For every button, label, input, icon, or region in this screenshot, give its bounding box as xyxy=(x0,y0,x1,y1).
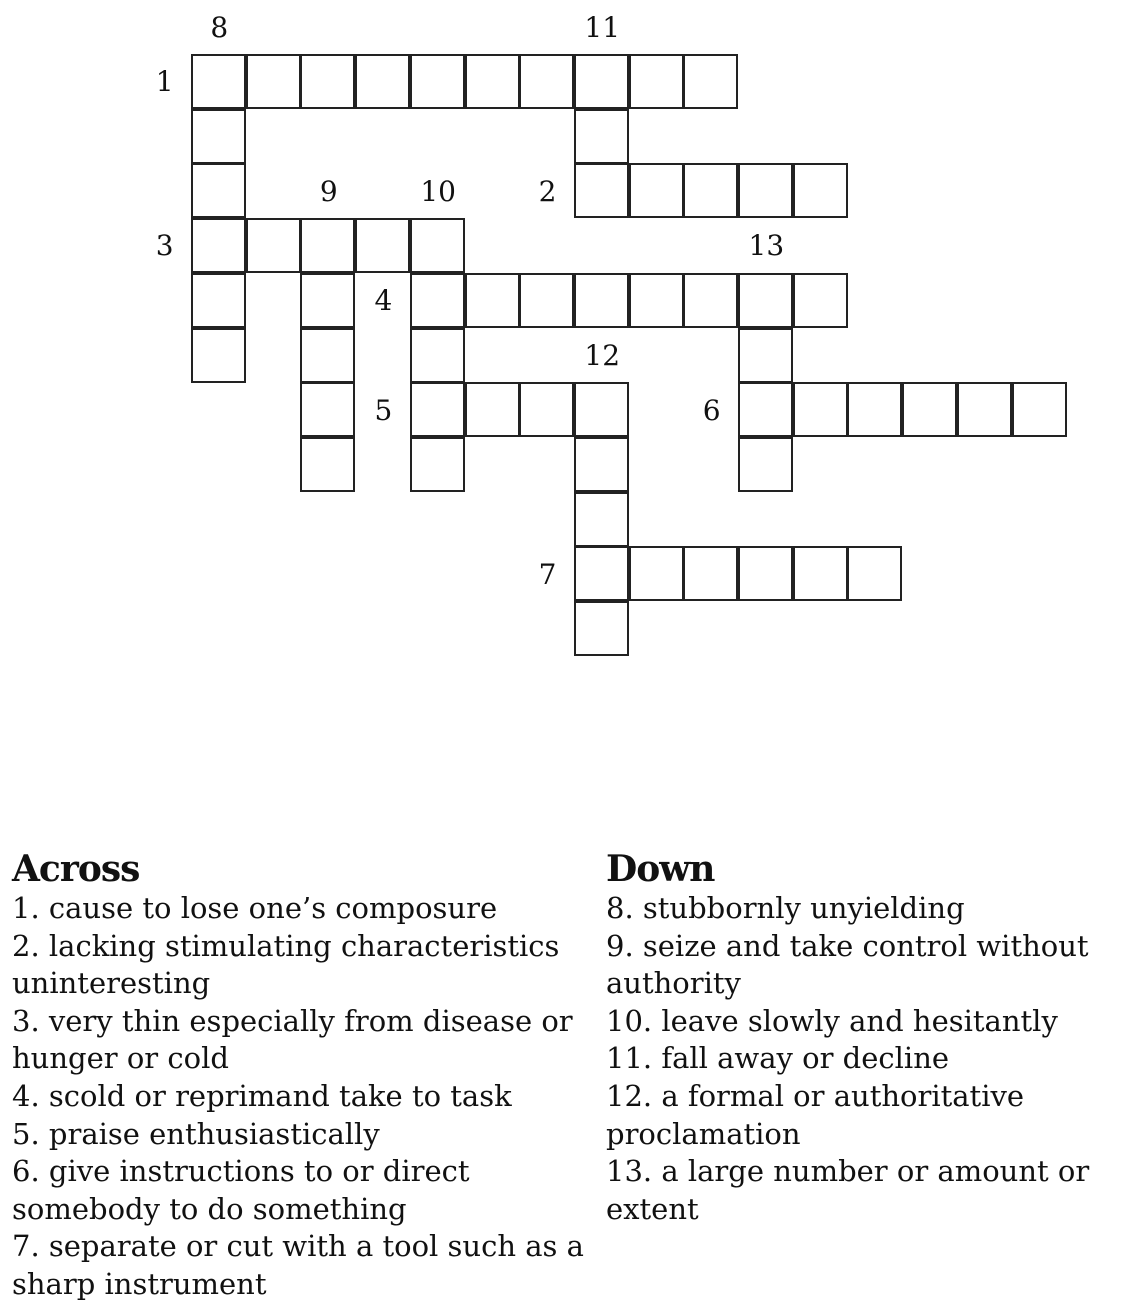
grid-cell[interactable] xyxy=(355,54,410,109)
down-clues xyxy=(606,848,1126,1228)
grid-cell[interactable] xyxy=(629,546,684,601)
grid-cell[interactable] xyxy=(629,273,684,328)
clue-number: 3 xyxy=(155,229,174,263)
grid-cell[interactable] xyxy=(191,109,246,164)
grid-cell[interactable] xyxy=(300,437,355,492)
grid-cell[interactable] xyxy=(574,546,629,601)
grid-cell[interactable] xyxy=(191,54,246,109)
grid-cell[interactable] xyxy=(191,328,246,383)
grid-cell[interactable] xyxy=(574,437,629,492)
grid-cell[interactable] xyxy=(793,163,848,218)
clue-number: 10 xyxy=(420,174,456,208)
across-clue[interactable]: 2. lacking stimulating characteristics uninteresting xyxy=(12,928,560,1001)
clue-number: 13 xyxy=(748,229,785,263)
grid-cell[interactable] xyxy=(300,273,355,328)
grid-cell[interactable] xyxy=(1012,382,1067,437)
clue-number: 12 xyxy=(584,338,621,372)
grid-cell[interactable] xyxy=(683,54,738,109)
grid-cell[interactable] xyxy=(465,54,520,109)
grid-cell[interactable] xyxy=(519,273,574,328)
across-clue[interactable]: 5. praise enthusiastically xyxy=(12,1116,380,1151)
grid-cell[interactable] xyxy=(191,218,246,273)
clue-number: 6 xyxy=(702,393,721,427)
grid-cell[interactable] xyxy=(410,218,465,273)
down-clue[interactable]: 8. stubbornly unyielding xyxy=(606,891,965,925)
down-heading: Down xyxy=(606,848,715,890)
down-clue[interactable]: 10. leave slowly and hesitantly xyxy=(606,1003,1058,1038)
grid-cell[interactable] xyxy=(410,382,465,437)
down-clue[interactable]: 9. seize and take control without authority xyxy=(606,928,1089,1001)
clue-number: 9 xyxy=(319,174,338,208)
grid-cell[interactable] xyxy=(574,109,629,164)
grid-cell[interactable] xyxy=(191,163,246,218)
grid-cell[interactable] xyxy=(683,163,738,218)
grid-cell[interactable] xyxy=(957,382,1012,437)
down-clue[interactable]: 12. a formal or authoritative proclamation xyxy=(606,1078,1025,1151)
grid-cell[interactable] xyxy=(191,273,246,328)
grid-cell[interactable] xyxy=(300,328,355,383)
across-clues xyxy=(12,848,602,1304)
across-clue[interactable]: 3. very thin especially from disease or hunger or cold xyxy=(12,1003,573,1076)
grid-cell[interactable] xyxy=(793,382,848,437)
across-clue[interactable]: 6. give instructions to or direct somebody to do something xyxy=(12,1154,470,1226)
clue-number: 8 xyxy=(210,10,229,44)
clue-number: 5 xyxy=(374,393,393,427)
grid-cell[interactable] xyxy=(574,492,629,547)
grid-cell[interactable] xyxy=(465,273,520,328)
grid-cell[interactable] xyxy=(683,546,738,601)
grid-cell[interactable] xyxy=(574,382,629,437)
down-clue[interactable]: 13. a large number or amount or extent xyxy=(606,1154,1090,1226)
clue-number: 4 xyxy=(374,284,393,318)
grid-cell[interactable] xyxy=(574,163,629,218)
grid-cell[interactable] xyxy=(410,437,465,492)
grid-cell[interactable] xyxy=(793,273,848,328)
grid-cell[interactable] xyxy=(738,273,793,328)
grid-cell[interactable] xyxy=(410,54,465,109)
grid-cell[interactable] xyxy=(902,382,957,437)
grid-cell[interactable] xyxy=(738,546,793,601)
down-clue[interactable]: 11. fall away or decline xyxy=(606,1041,950,1076)
grid-cell[interactable] xyxy=(629,163,684,218)
clue-number: 1 xyxy=(155,65,174,99)
grid-cell[interactable] xyxy=(847,546,902,601)
grid-cell[interactable] xyxy=(574,54,629,109)
grid-cell[interactable] xyxy=(300,382,355,437)
grid-cell[interactable] xyxy=(246,218,301,273)
grid-cell[interactable] xyxy=(574,273,629,328)
across-clue[interactable]: 7. separate or cut with a tool such as a sharp instrument xyxy=(12,1229,584,1301)
grid-cell[interactable] xyxy=(300,218,355,273)
grid-cell[interactable] xyxy=(793,546,848,601)
grid-cell[interactable] xyxy=(683,273,738,328)
grid-cell[interactable] xyxy=(465,382,520,437)
grid-cell[interactable] xyxy=(519,382,574,437)
grid-cell[interactable] xyxy=(629,54,684,109)
grid-cell[interactable] xyxy=(847,382,902,437)
grid-cell[interactable] xyxy=(738,163,793,218)
grid-cell[interactable] xyxy=(519,54,574,109)
grid-cell[interactable] xyxy=(410,328,465,383)
grid-cell[interactable] xyxy=(738,328,793,383)
clue-number: 7 xyxy=(538,557,557,591)
grid-cell[interactable] xyxy=(300,54,355,109)
grid-cell[interactable] xyxy=(738,382,793,437)
grid-cell[interactable] xyxy=(355,218,410,273)
grid-cell[interactable] xyxy=(410,273,465,328)
grid-cell[interactable] xyxy=(246,54,301,109)
clue-number: 2 xyxy=(538,174,557,208)
across-clue[interactable]: 4. scold or reprimand take to task xyxy=(12,1078,512,1113)
grid-cell[interactable] xyxy=(574,601,629,656)
across-heading: Across xyxy=(12,848,140,890)
grid-cell[interactable] xyxy=(738,437,793,492)
across-clue[interactable]: 1. cause to lose one’s composure xyxy=(12,891,498,925)
clue-number: 11 xyxy=(584,10,621,44)
